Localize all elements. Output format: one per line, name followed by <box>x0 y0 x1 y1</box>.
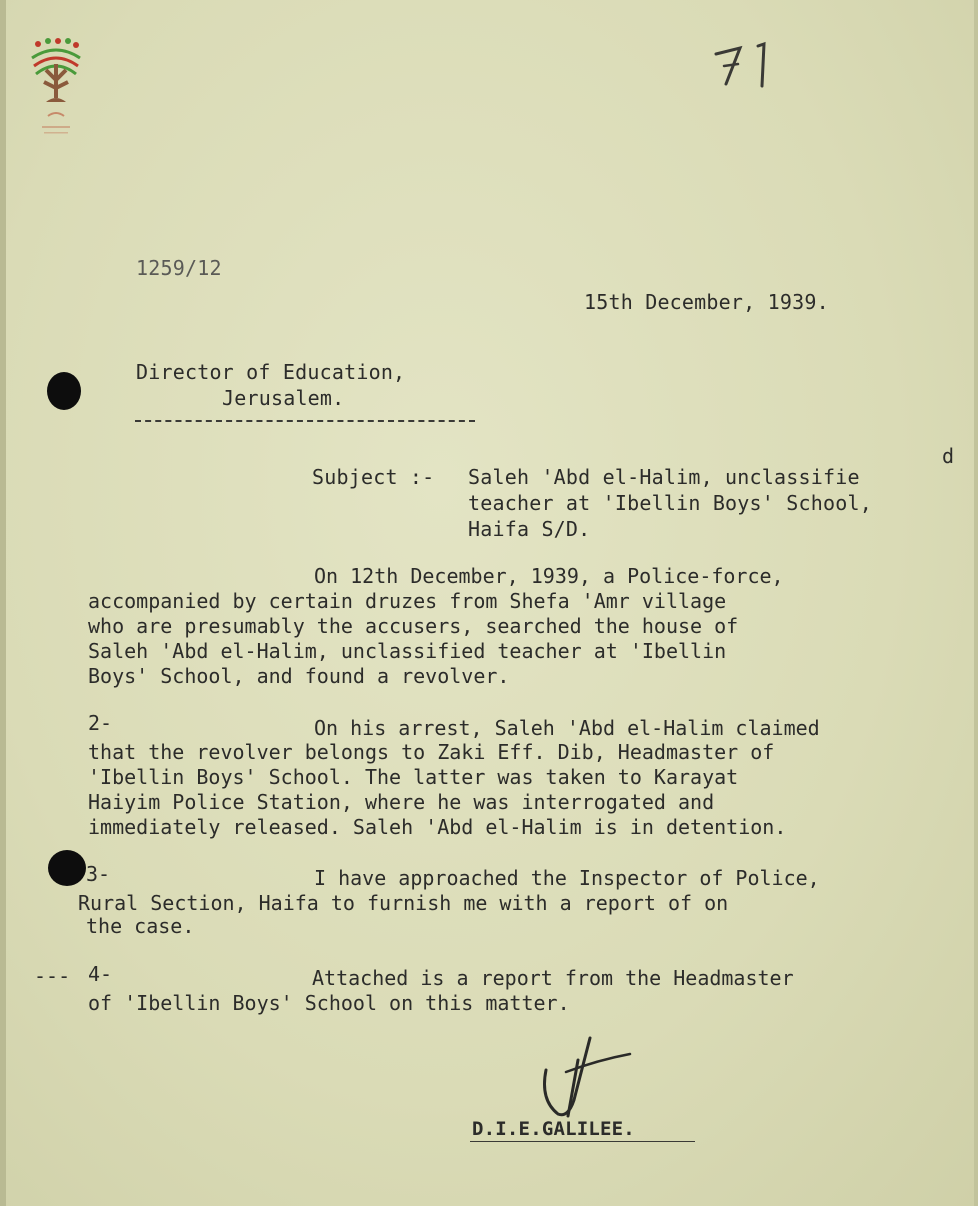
paragraph-2-line-4: Haiyim Police Station, where he was interrogated and <box>88 790 715 814</box>
letter-date: 15th December, 1939. <box>584 290 829 314</box>
scan-edge-right <box>974 0 978 1206</box>
archive-tree-logo-icon <box>26 36 86 146</box>
paragraph-4-line-2: of 'Ibellin Boys' School on this matter. <box>88 991 570 1015</box>
paragraph-4-margin-mark: --- <box>34 964 71 988</box>
subject-line-2: teacher at 'Ibellin Boys' School, <box>468 491 872 515</box>
punch-hole-top <box>47 372 81 410</box>
paragraph-2-line-2: that the revolver belongs to Zaki Eff. Dib, Headmaster of <box>88 740 775 764</box>
subject-line-1: Saleh 'Abd el-Halim, unclassifie <box>468 465 860 489</box>
signature-block: D.I.E.GALILEE. <box>472 1118 635 1140</box>
paragraph-2-line-3: 'Ibellin Boys' School. The latter was taken to Karayat <box>88 765 739 789</box>
paragraph-2-number: 2- <box>88 711 113 735</box>
subject-label: Subject :- <box>312 465 435 489</box>
paragraph-1-line-2: accompanied by certain druzes from Shefa 'Amr village <box>88 589 727 613</box>
punch-hole-bottom <box>48 850 86 886</box>
paragraph-3-number: 3- <box>86 862 111 886</box>
signature-underline <box>470 1141 695 1142</box>
paragraph-3-line-2: Rural Section, Haifa to furnish me with a report of on <box>78 891 729 915</box>
paragraph-2-line-1: On his arrest, Saleh 'Abd el-Halim claimed <box>314 716 820 740</box>
paragraph-1-line-5: Boys' School, and found a revolver. <box>88 664 510 688</box>
paragraph-4-number: 4- <box>88 962 113 986</box>
addressee-line-1: Director of Education, <box>136 360 406 384</box>
addressee-divider <box>135 420 475 422</box>
addressee-line-2: Jerusalem. <box>222 386 345 410</box>
subject-line-3: Haifa S/D. <box>468 517 591 541</box>
paragraph-1-line-4: Saleh 'Abd el-Halim, unclassified teacher at 'Ibellin <box>88 639 727 663</box>
subject-correction-letter: d <box>942 444 955 468</box>
paragraph-3-line-1: I have approached the Inspector of Police, <box>314 866 820 890</box>
paragraph-1-line-3: who are presumably the accusers, searched the house of <box>88 614 739 638</box>
scan-edge-left <box>0 0 6 1206</box>
paragraph-4-line-1: Attached is a report from the Headmaster <box>312 966 794 990</box>
handwritten-page-number <box>712 40 782 90</box>
paragraph-2-line-5: immediately released. Saleh 'Abd el-Halim is in detention. <box>88 815 787 839</box>
paragraph-3-line-3: the case. <box>86 914 195 938</box>
handwritten-signature <box>538 1030 638 1122</box>
paragraph-1-line-1: On 12th December, 1939, a Police-force, <box>314 564 784 588</box>
file-reference: 1259/12 <box>136 256 222 280</box>
